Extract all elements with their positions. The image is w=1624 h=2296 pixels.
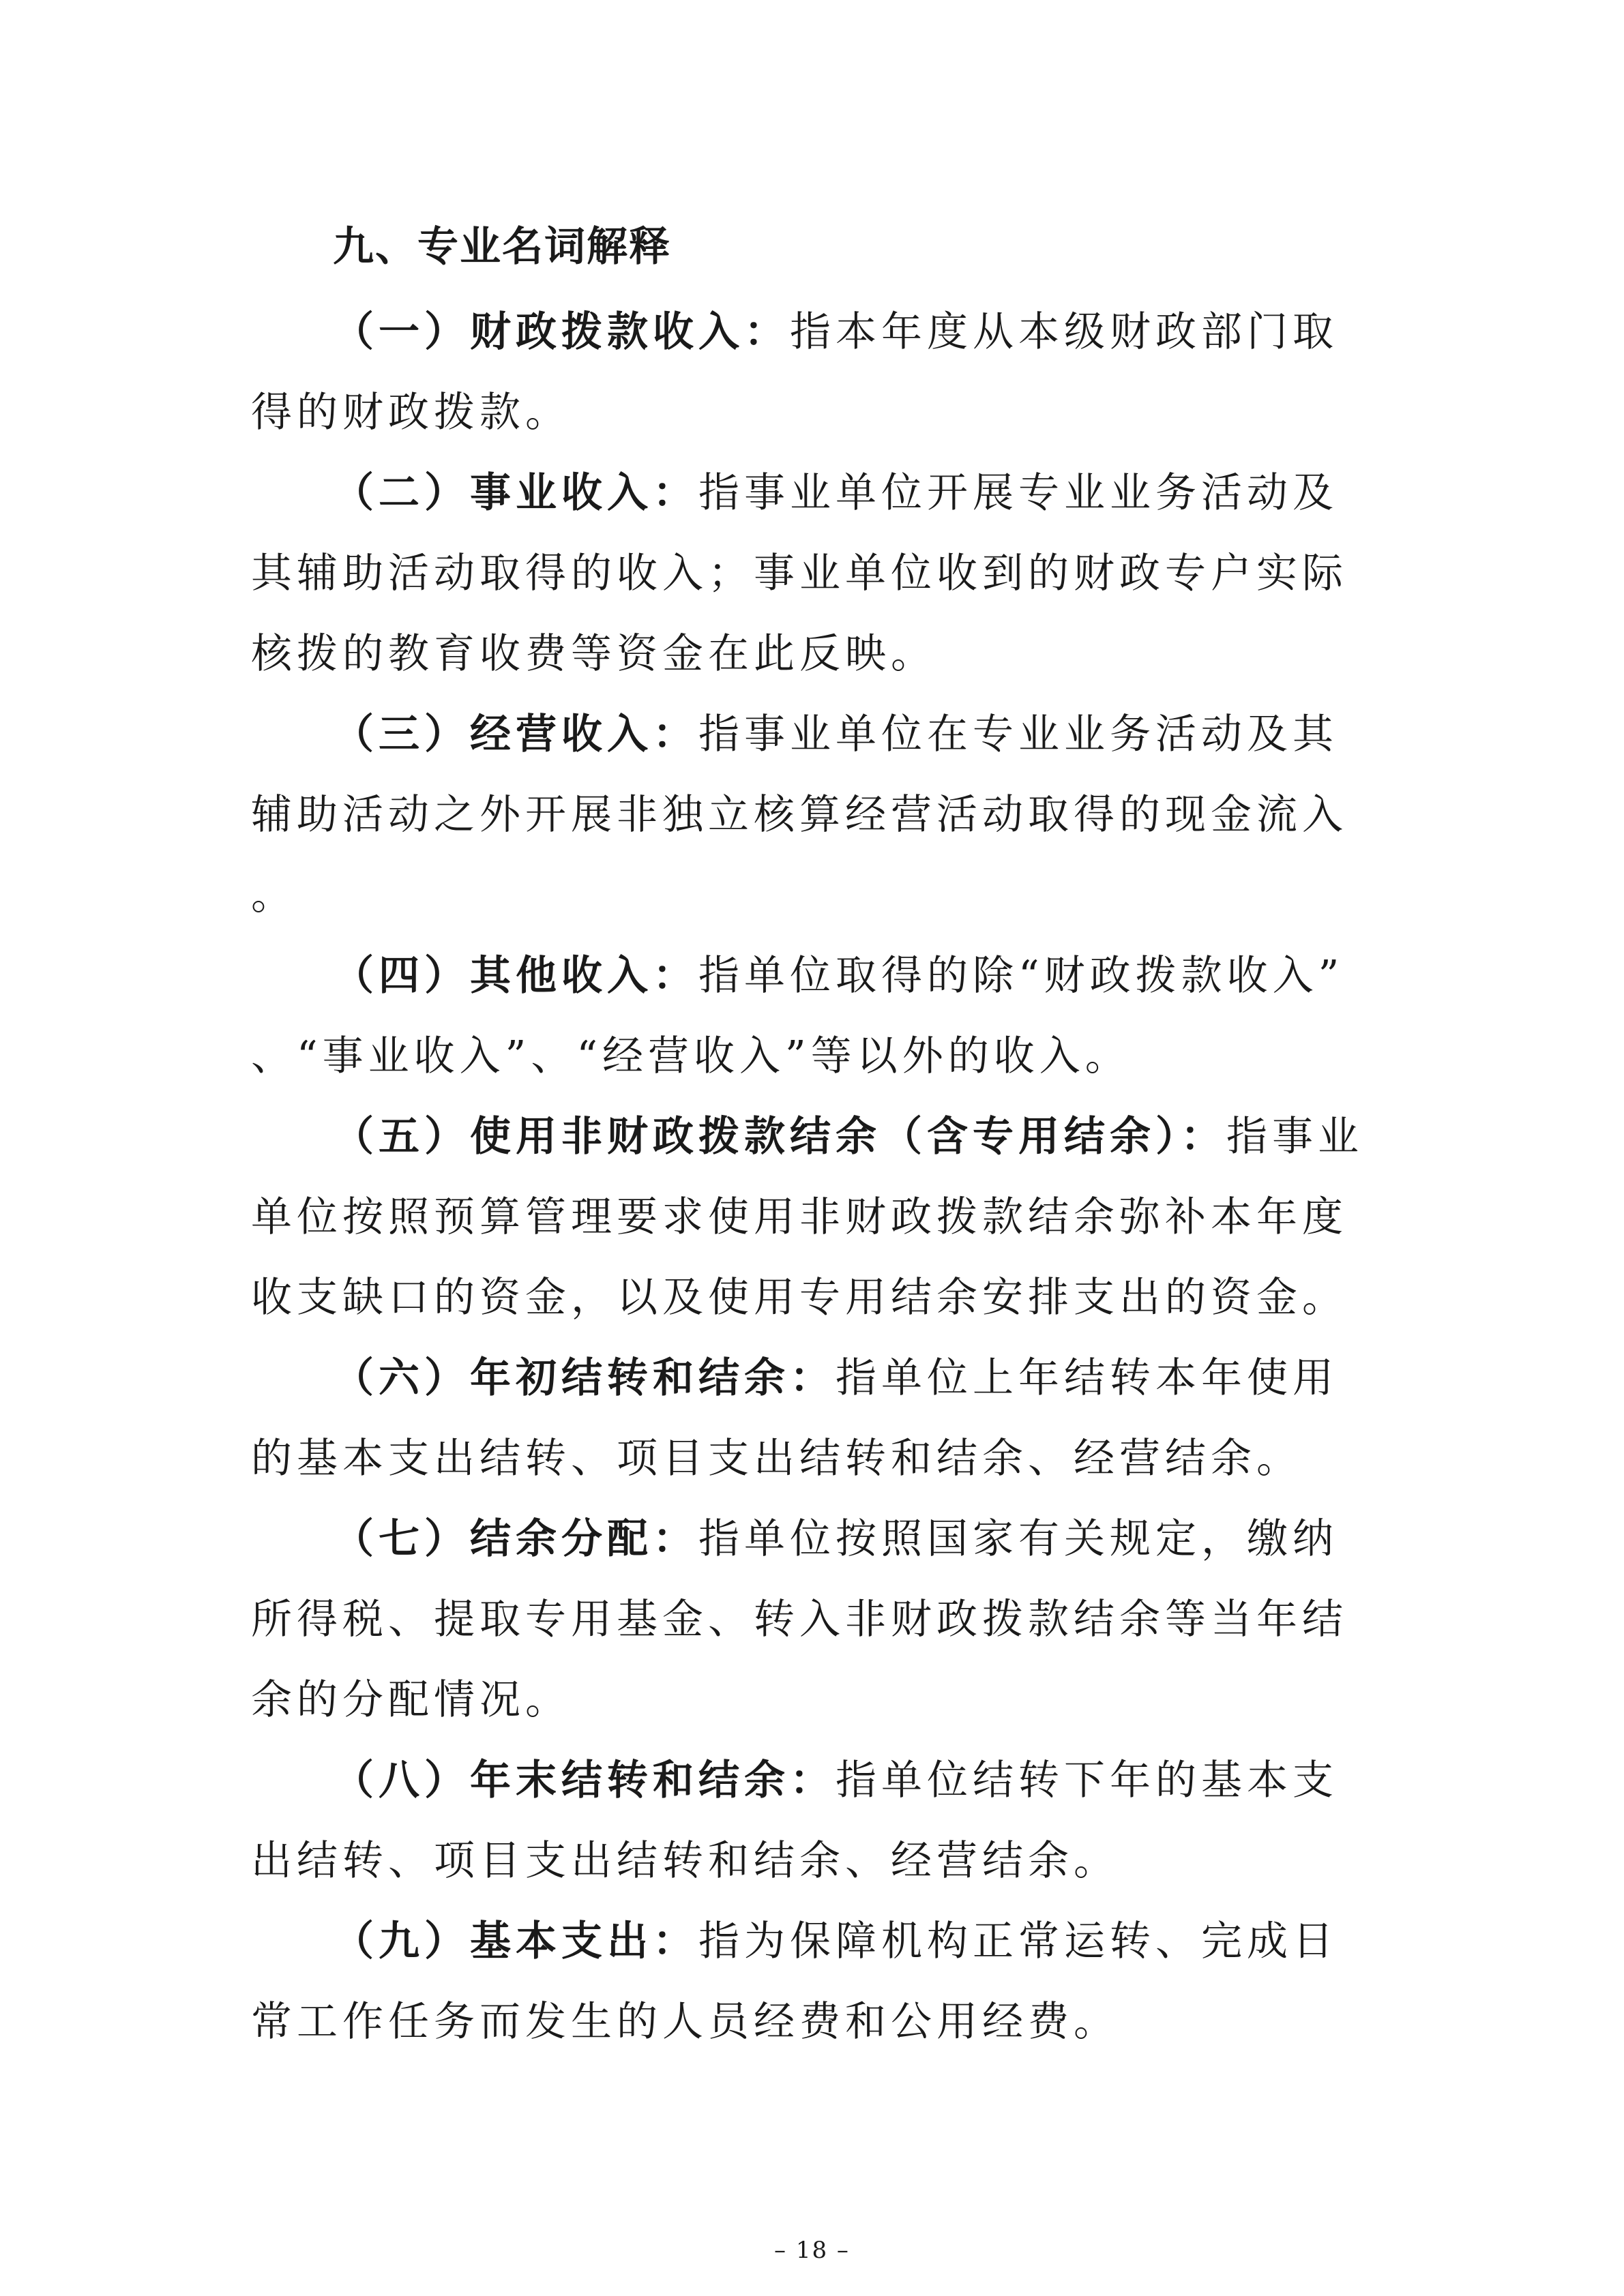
term-label: （六）年初结转和结余： <box>333 1354 836 1402</box>
glossary-entry-3 <box>251 694 1376 936</box>
term-label: （二）事业收入： <box>333 469 698 517</box>
glossary-entry-8 <box>251 1740 1376 1901</box>
page-number: – 18 – <box>774 2237 850 2264</box>
term-definition: 指单位结转下年的基本支出结转、项目支出结转和结余、经营结余。 <box>251 1757 1338 1885</box>
term-label: （八）年末结转和结余： <box>333 1757 836 1804</box>
term-label: （七）结余分配： <box>333 1515 698 1563</box>
term-label: （一）财政拨款收入： <box>333 308 790 356</box>
glossary-entry-4 <box>251 936 1376 1097</box>
glossary-entry-5 <box>251 1097 1376 1338</box>
glossary-entry-7 <box>251 1499 1376 1740</box>
glossary-entry-2 <box>251 453 1376 694</box>
term-definition: 指为保障机构正常运转、完成日常工作任务而发生的人员经费和公用经费。 <box>251 1918 1338 2046</box>
term-definition: 指事业单位按照预算管理要求使用非财政拨款结余弥补本年度收支缺口的资金，以及使用专用结余安排支出的资金。 <box>251 1113 1363 1322</box>
term-label: （四）其他收入： <box>333 952 698 1000</box>
term-label: （九）基本支出： <box>333 1918 698 1965</box>
term-definition: 指事业单位开展专业业务活动及其辅助活动取得的收入；事业单位收到的财政专户实际核拨的教育收费等资金在此反映。 <box>251 469 1348 678</box>
term-definition: 指事业单位在专业业务活动及其辅助活动之外开展非独立核算经营活动取得的现金流入。 <box>251 711 1348 919</box>
term-definition: 指单位取得的除“财政拨款收入”、“事业收入”、“经营收入”等以外的收入。 <box>251 952 1344 1080</box>
glossary-body <box>251 292 1376 2062</box>
glossary-entry-9 <box>251 1901 1376 2062</box>
term-label: （三）经营收入： <box>333 711 698 758</box>
term-label: （五）使用非财政拨款结余（含专用结余）： <box>333 1113 1226 1161</box>
glossary-entry-6 <box>251 1338 1376 1499</box>
section-title: 九、专业名词解释 <box>333 223 671 271</box>
term-definition: 指本年度从本级财政部门取得的财政拨款。 <box>251 308 1338 436</box>
term-definition: 指单位按照国家有关规定，缴纳所得税、提取专用基金、转入非财政拨款结余等当年结余的分配情况。 <box>251 1515 1348 1724</box>
glossary-entry-1 <box>251 292 1376 453</box>
term-definition: 指单位上年结转本年使用的基本支出结转、项目支出结转和结余、经营结余。 <box>251 1354 1338 1482</box>
